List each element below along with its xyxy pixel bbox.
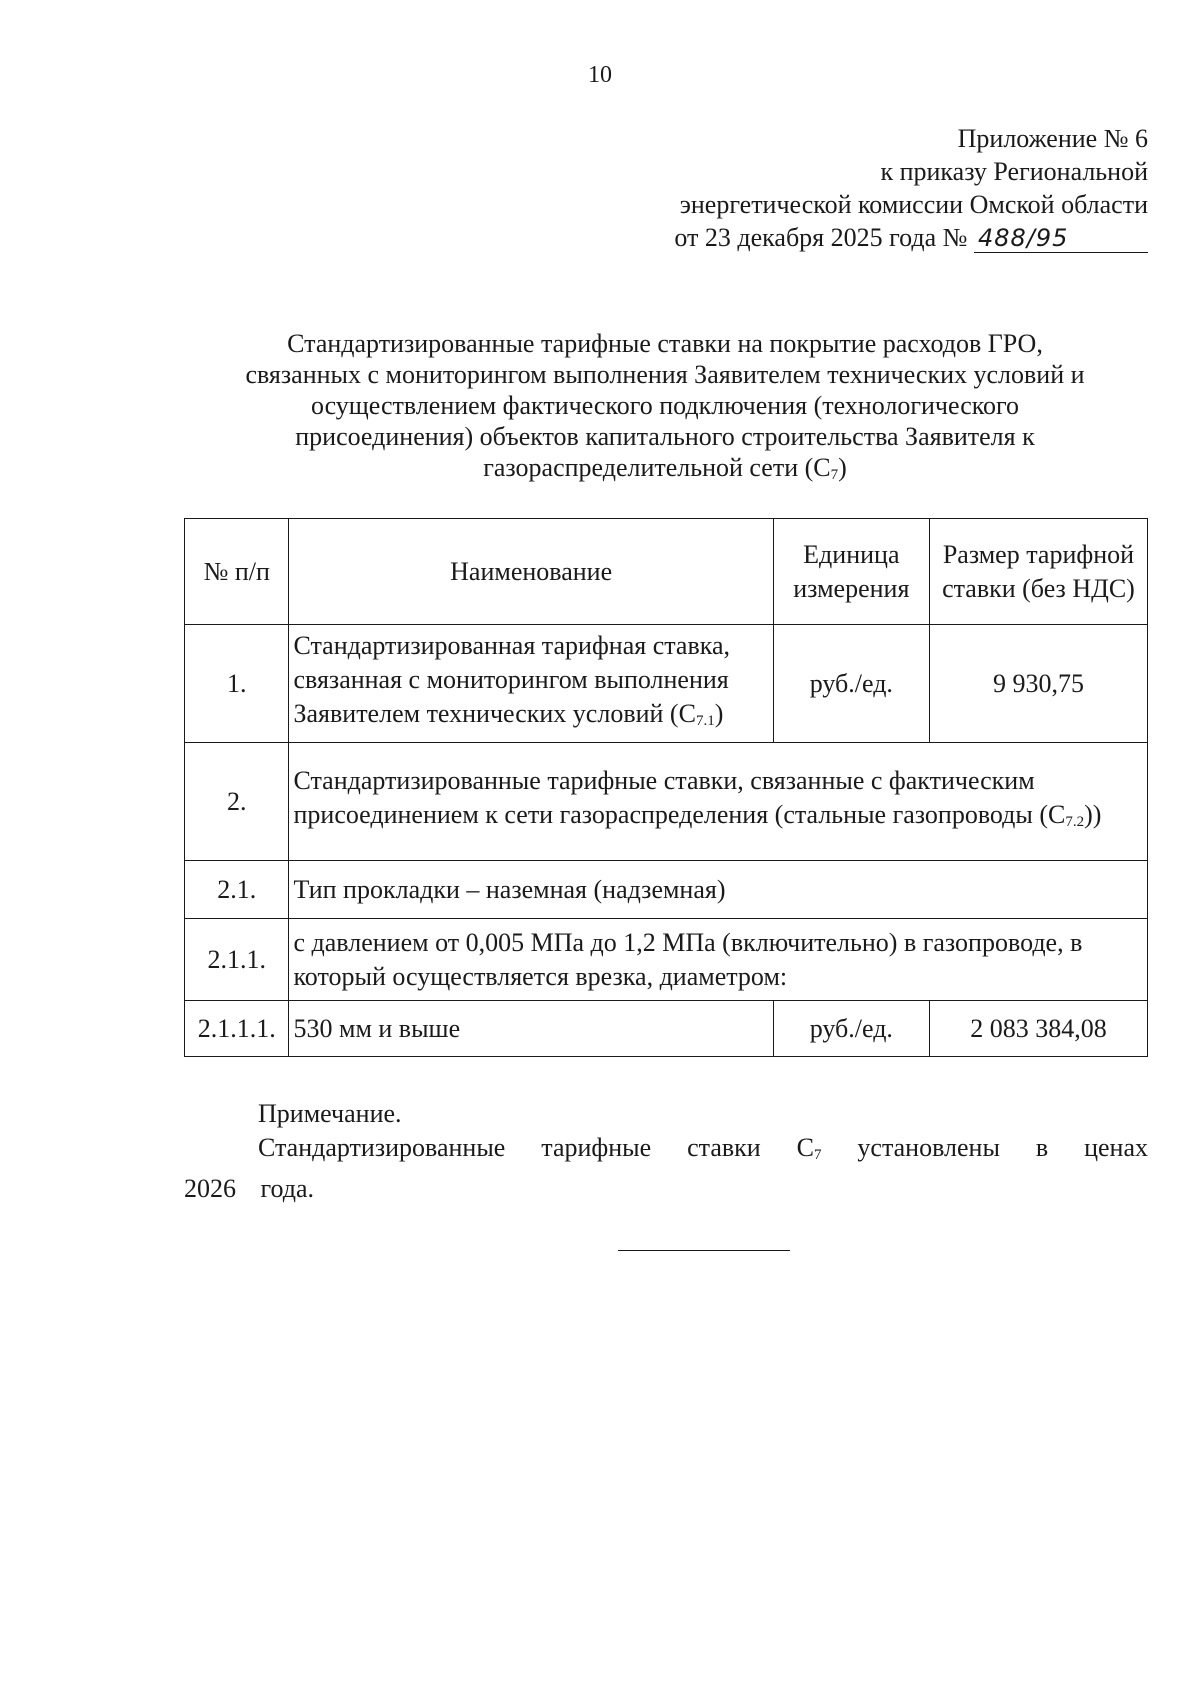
header-rate: Размер тарифной ставки (без НДС) xyxy=(929,519,1147,625)
row-unit: руб./ед. xyxy=(773,625,929,743)
appendix-date-line xyxy=(674,221,1148,254)
row-num: 2.1.1. xyxy=(185,919,289,1001)
page-number: 10 xyxy=(588,62,612,88)
appendix-title: Приложение № 6 xyxy=(957,124,1148,153)
row-name-subscript: 7.1 xyxy=(695,713,715,729)
note-text xyxy=(184,1131,1148,1206)
title-line-2: связанных с мониторингом выполнения Заявителем технических условий и xyxy=(245,360,1085,389)
row-name: 530 мм и выше xyxy=(289,1001,773,1057)
table-row xyxy=(185,743,1148,861)
title-line-4: присоединения) объектов капитального строительства Заявителя к xyxy=(295,422,1035,451)
row-unit: руб./ед. xyxy=(773,1001,929,1057)
title-line-5 xyxy=(185,452,1145,491)
row-num: 2. xyxy=(185,743,289,861)
note-title: Примечание. xyxy=(258,1099,402,1128)
row-name xyxy=(289,625,773,743)
table-header-row xyxy=(185,519,1148,625)
header-name: Наименование xyxy=(289,519,773,625)
handwritten-order-number: 488/95 xyxy=(974,224,1148,253)
appendix-order-ref: к приказу Региональной xyxy=(880,157,1148,186)
table-row xyxy=(185,1001,1148,1057)
note-block xyxy=(184,1097,1148,1206)
row-name-end: )) xyxy=(1084,800,1102,829)
title-line-5-end: ) xyxy=(838,453,847,482)
row-rate: 2 083 384,08 xyxy=(929,1001,1147,1057)
row-name-text: Стандартизированные тарифные ставки, связанные с фактическим присоединением к сети газораспределения (стальные газопроводы (С xyxy=(293,766,1066,829)
header-num: № п/п xyxy=(185,519,289,625)
appendix-commission: энергетической комиссии Омской области xyxy=(679,190,1148,219)
title-line-1: Стандартизированные тарифные ставки на покрытие расходов ГРО, xyxy=(287,329,1043,358)
table-row xyxy=(185,625,1148,743)
row-num: 2.1. xyxy=(185,861,289,919)
tariff-table xyxy=(184,518,1148,1057)
row-rate: 9 930,75 xyxy=(929,625,1147,743)
row-name-text: Стандартизированная тарифная ставка, связанная с мониторингом выполнения Заявителем технических условий (С xyxy=(293,631,731,728)
row-name-subscript: 7.2 xyxy=(1065,814,1085,830)
row-name: с давлением от 0,005 МПа до 1,2 МПа (включительно) в газопроводе, в который осуществляется врезка, диаметром: xyxy=(289,919,1148,1001)
note-text-before: Стандартизированные тарифные ставки С xyxy=(258,1133,814,1162)
row-name: Тип прокладки – наземная (надземная) xyxy=(289,861,1148,919)
appendix-header xyxy=(674,122,1148,254)
table-row xyxy=(185,861,1148,919)
header-unit: Единица измерения xyxy=(773,519,929,625)
document-title xyxy=(185,328,1145,491)
title-line-5-subscript: 7 xyxy=(830,467,839,483)
row-name-end: ) xyxy=(714,699,724,728)
row-num: 2.1.1.1. xyxy=(185,1001,289,1057)
end-divider xyxy=(618,1250,790,1251)
note-text-subscript: 7 xyxy=(813,1147,822,1163)
table-row xyxy=(185,919,1148,1001)
appendix-date: от 23 декабря 2025 года № xyxy=(674,223,968,252)
title-line-3: осуществлением фактического подключения (технологического xyxy=(310,391,1020,420)
note-text-after: установлены в ценах 2026 года. xyxy=(184,1133,1148,1203)
row-name xyxy=(289,743,1148,861)
title-line-5-text: газораспределительной сети (С xyxy=(483,453,831,482)
row-num: 1. xyxy=(185,625,289,743)
